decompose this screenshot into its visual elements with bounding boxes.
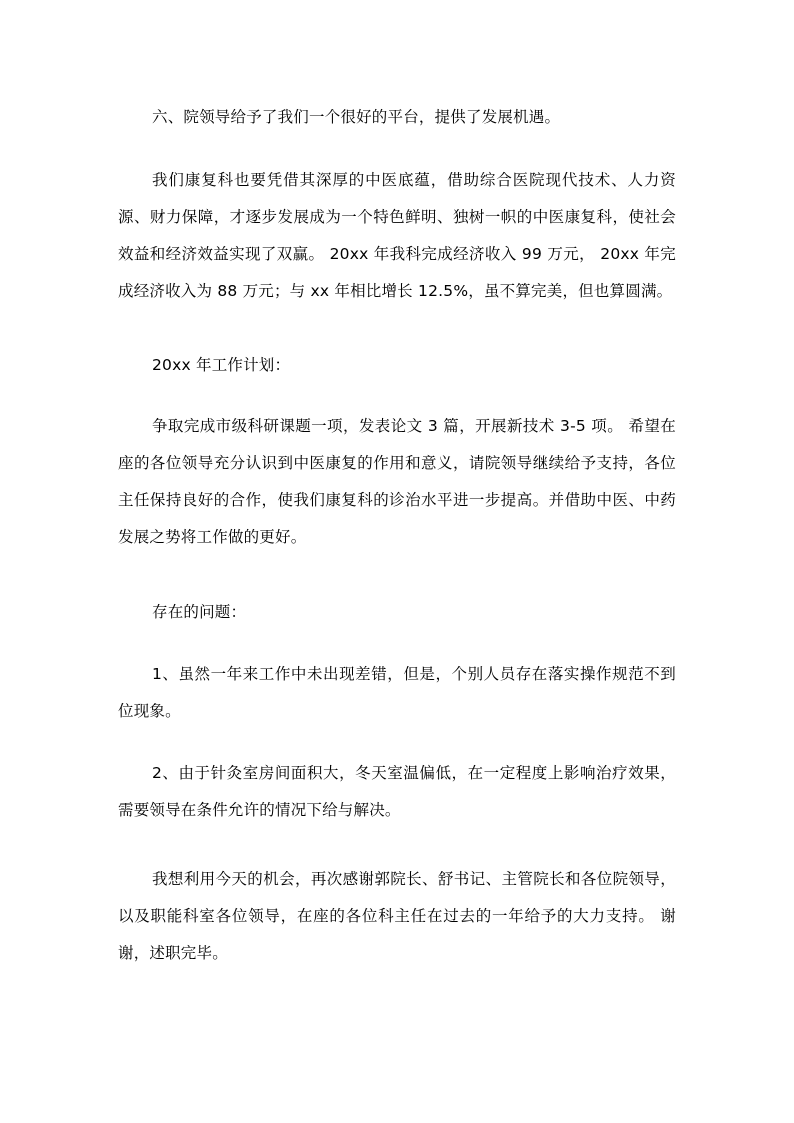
heading-work-plan: 20xx 年工作计划：: [152, 356, 291, 374]
paragraph-department-development: 我们康复科也要凭借其深厚的中医底蕴，借助综合医院现代技术、人力资源、财力保障，才逐步发展成为一个特色鲜明、独树一帜的中医康复科，使社会效益和经济效益实现了双赢。 20xx 年我科完成经济收入 99 万元， 20xx 年完成经济收入为 88 万元；与 xx 年相比增长 12.5%，虽不算完美，但也算圆满。: [118, 171, 676, 300]
heading-existing-problems: 存在的问题：: [152, 603, 247, 621]
paragraph-problem-2: 2、由于针灸室房间面积大，冬天室温偏低，在一定程度上影响治疗效果，需要领导在条件允许的情况下给与解决。: [118, 764, 676, 819]
paragraph-leadership-platform: 六、院领导给予了我们一个很好的平台，提供了发展机遇。: [152, 108, 561, 126]
paragraph-problem-1: 1、虽然一年来工作中未出现差错，但是，个别人员存在落实操作规范不到位现象。: [118, 665, 676, 720]
paragraph-thanks: 我想利用今天的机会，再次感谢郭院长、舒书记、主管院长和各位院领导，以及职能科室各位领导，在座的各位科主任在过去的一年给予的大力支持。 谢谢，述职完毕。: [118, 870, 676, 962]
paragraph-work-plan: 争取完成市级科研课题一项，发表论文 3 篇，开展新技术 3-5 项。 希望在座的各位领导充分认识到中医康复的作用和意义，请院领导继续给予支持，各位主任保持良好的合作，使我们康复科的诊治水平进一步提高。并借助中医、中药发展之势将工作做的更好。: [118, 417, 676, 546]
